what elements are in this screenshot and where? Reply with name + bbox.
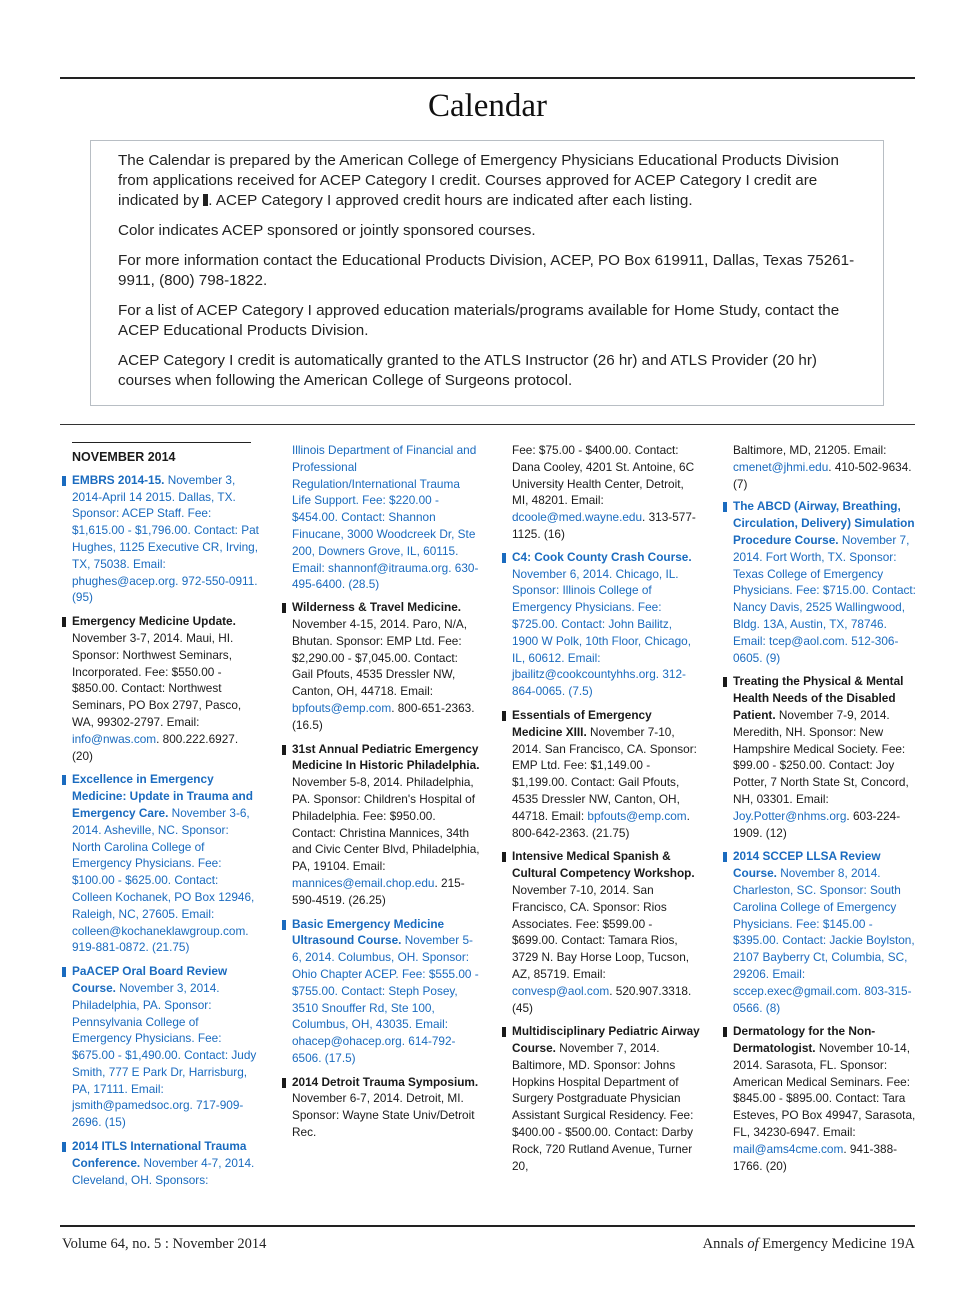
calendar-entry: Essentials of Emergency Medicine XIII. November 7-10, 2014. San Francisco, CA. Sponsor: EMP Ltd. Fee: $1,149.00 - $1,199.00. Contact: Gail Pfouts, 4535 Dressler NW, Canton, OH, 44718. Email: bpfouts@emp.com. 800-642-2363. (21.75) bbox=[500, 707, 700, 841]
calendar-entry: Basic Emergency Medicine Ultrasound Course. November 5-6, 2014. Columbus, OH. Sponsor: Ohio Chapter ACEP. Fee: $555.00 - $755.00. Contact: Steph Posey, 3510 Snouffer Rd, Ste 100, Columbus, OH, 43035. Email: ohacep@ohacep.org. 614-792-6506. (17.5) bbox=[280, 916, 480, 1067]
calendar-column-1 bbox=[60, 442, 260, 1195]
email-link[interactable]: bpfouts@emp.com bbox=[292, 700, 392, 715]
intro-paragraph-1: The Calendar is prepared by the American College of Emergency Physicians Educational Products Division from applications received for ACEP Category I credit. Courses approved for ACEP Category I credit are indicated by . ACEP Category I approved credit hours are indicated after each listing. bbox=[118, 152, 839, 209]
email-link[interactable]: info@nwas.com bbox=[72, 731, 157, 746]
calendar-entry-continued: Illinois Department of Financial and Professional Regulation/International Trauma Life Support. Fee: $220.00 - $454.00. Contact: Shannon Finucane, 3000 Woodcreek Dr, Ste 200, Downers Grove, IL, 60115. Email: shannonf@itrauma.org. 630-495-6400. (28.5) bbox=[292, 443, 479, 592]
intro-paragraph-3: For more information contact the Educational Products Division, ACEP, PO Box 619911, Dallas, Texas 75261-9911, (800) 798-1822. bbox=[118, 252, 855, 289]
calendar-entry: Excellence in Emergency Medicine: Update in Trauma and Emergency Care. November 3-6, 2014. Asheville, NC. Sponsor: North Carolina College of Emergency Physicians. Fee: $100.00 - $625.00. Contact: Colleen Kochanek, PO Box 12946, Raleigh, NC, 27605. Email: colleen@kochaneklawgroup.com. 919-881-0872. (21.75) bbox=[60, 771, 260, 956]
category-marker-icon bbox=[62, 476, 66, 486]
category-marker-icon bbox=[502, 1027, 506, 1037]
calendar-entry: Dermatology for the Non-Dermatologist. November 10-14, 2014. Sarasota, FL. Sponsor: American Medical Seminars. Fee: $845.00 - $895.00. Contact: Tara Esteves, PO Box 49947, Sarasota, FL, 34230-6947. Email: mail@ams4cme.com. 941-388-1766. (20) bbox=[721, 1023, 921, 1174]
footer-rule bbox=[60, 1225, 915, 1227]
email-link[interactable]: cmenet@jhmi.edu bbox=[733, 459, 829, 474]
category-marker-icon bbox=[62, 1142, 66, 1152]
category-marker-icon bbox=[62, 775, 66, 785]
email-link[interactable]: mail@ams4cme.com bbox=[733, 1141, 844, 1156]
category-marker-icon bbox=[723, 677, 727, 687]
category-marker-icon bbox=[62, 967, 66, 977]
section-rule bbox=[60, 424, 915, 425]
category-marker-icon bbox=[282, 603, 286, 613]
page-title: Calendar bbox=[427, 88, 548, 124]
calendar-entry: C4: Cook County Crash Course. November 6, 2014. Chicago, IL. Sponsor: Illinois College of Emergency Physicians. Fee: $725.00. Contact: John Bailitz, 1900 W Polk, 10th Floor, Chicago, IL, 60612. Email: jbailitz@cookcountyhhs.org. 312-864-0065. (7.5) bbox=[500, 549, 700, 700]
section-heading: NOVEMBER 2014 bbox=[72, 442, 251, 466]
category-marker-icon bbox=[282, 920, 286, 930]
category-marker-icon bbox=[502, 852, 506, 862]
calendar-column-2 bbox=[280, 442, 480, 1148]
calendar-entry: EMBRS 2014-15. November 3, 2014-April 14 2015. Dallas, TX. Sponsor: ACEP Staff. Fee: $1,615.00 - $1,796.00. Contact: Pat Hughes, 1125 Executive CR, Irving, TX, 75038. Email: phughes@acep.org. 972-550-0911. (95) bbox=[60, 472, 260, 606]
calendar-entry: PaACEP Oral Board Review Course. November 3, 2014. Philadelphia, PA. Sponsor: Pennsylvania College of Emergency Physicians. Fee: $675.00 - $1,490.00. Contact: Judy Smith, 777 E Park Dr, Harrisburg, PA, 17111. Email: jsmith@pamedsoc.org. 717-909-2696. (15) bbox=[60, 963, 260, 1131]
category-marker-icon bbox=[62, 617, 66, 627]
calendar-entry: Multidisciplinary Pediatric Airway Course. November 7, 2014. Baltimore, MD. Sponsor: Johns Hopkins Hospital Department of Surgery Postgraduate Physician Assistant Surgical Residency. Fee: $400.00 - $500.00. Contact: Darby Rock, 720 Rutland Avenue, Turner 20, bbox=[500, 1023, 700, 1174]
calendar-entry-continued: Baltimore, MD, 21205. Email: cmenet@jhmi.edu. 410-502-9634. (7) bbox=[733, 443, 912, 491]
email-link[interactable]: convesp@aol.com bbox=[512, 983, 610, 998]
calendar-entry: Intensive Medical Spanish & Cultural Competency Workshop. November 7-10, 2014. San Francisco, CA. Sponsor: Rios Associates. Fee: $599.00 - $699.00. Contact: Tamara Rios, 3729 N. Bay Horse Loop, Tucson, AZ, 85719. Email: convesp@aol.com. 520.907.3318. (45) bbox=[500, 848, 700, 1016]
email-link[interactable]: bpfouts@emp.com bbox=[587, 808, 687, 823]
category-marker-icon bbox=[282, 1078, 286, 1088]
calendar-entry-continued: Fee: $75.00 - $400.00. Contact: Dana Cooley, 4201 St. Antoine, 6C University Health Center, Detroit, MI, 48201. Email: dcoole@med.wayne.edu. 313-577-1125. (16) bbox=[512, 443, 696, 541]
intro-paragraph-4: For a list of ACEP Category I approved education materials/programs available for Home Study, contact the ACEP Educational Products Division. bbox=[118, 302, 840, 339]
calendar-entry: 2014 Detroit Trauma Symposium. November 6-7, 2014. Detroit, MI. Sponsor: Wayne State Univ/Detroit Rec. bbox=[280, 1074, 480, 1141]
footer-volume: Volume 64, no. 5 : November 2014 bbox=[62, 1236, 267, 1252]
calendar-entry: 31st Annual Pediatric Emergency Medicine In Historic Philadelphia. November 5-8, 2014. Philadelphia, PA. Sponsor: Children's Hospital of Philadelphia. Fee: $950.00. Contact: Christina Mannices, 34th and Civic Center Blvd, Philadelphia, PA, 19104. Email: mannices@email.chop.edu. 215-590-4519. (26.25) bbox=[280, 741, 480, 909]
calendar-entry: Wilderness & Travel Medicine. November 4-15, 2014. Paro, N/A, Bhutan. Sponsor: EMP Ltd. Fee: $2,290.00 - $7,045.00. Contact: Gail Pfouts, 4535 Dressler NW, Canton, OH, 44718. Email: bpfouts@emp.com. 800-651-2363. (16.5) bbox=[280, 599, 480, 733]
top-rule bbox=[60, 77, 915, 79]
email-link[interactable]: Joy.Potter@nhms.org bbox=[733, 808, 847, 823]
calendar-entry: Treating the Physical & Mental Health Needs of the Disabled Patient. November 7-9, 2014. Meredith, NH. Sponsor: New Hampshire Medical Society. Fee: $99.00 - $250.00. Contact: Joy Potter, 7 North State St, Concord, NH, 03301. Email: Joy.Potter@nhms.org. 603-224-1909. (12) bbox=[721, 673, 921, 841]
calendar-entry: Emergency Medicine Update. November 3-7, 2014. Maui, HI. Sponsor: Northwest Seminars, Incorporated. Fee: $550.00 - $850.00. Contact: Northwest Seminars, PO Box 2797, Pasco, WA, 99302-2797. Email: info@nwas.com. 800.222.6927. (20) bbox=[60, 613, 260, 764]
email-link[interactable]: dcoole@med.wayne.edu bbox=[512, 510, 643, 525]
intro-paragraph-5: ACEP Category I credit is automatically granted to the ATLS Instructor (26 hr) and ATLS Provider (20 hr) courses when following the American College of Surgeons protocol. bbox=[118, 352, 817, 389]
intro-box bbox=[90, 140, 884, 406]
calendar-column-3 bbox=[500, 442, 700, 1181]
category-marker-icon bbox=[723, 502, 727, 512]
calendar-column-4 bbox=[721, 442, 921, 1181]
category-marker-icon bbox=[502, 711, 506, 721]
footer-journal: Annals of Emergency Medicine 19A bbox=[702, 1236, 915, 1252]
calendar-entry: The ABCD (Airway, Breathing, Circulation, Delivery) Simulation Procedure Course. November 7, 2014. Fort Worth, TX. Sponsor: Texas College of Emergency Physicians. Fee: $715.00. Contact: Nancy Davis, 2525 Wallingwood, Bldg. 13A, Austin, TX, 78746. Email: tcep@aol.com. 512-306-0605. (9) bbox=[721, 498, 921, 666]
category-marker-icon bbox=[282, 745, 286, 755]
calendar-entry: 2014 SCCEP LLSA Review Course. November 8, 2014. Charleston, SC. Sponsor: South Carolina College of Emergency Physicians. Fee: $145.00 - $395.00. Contact: Jackie Boylston, 2107 Bayberry Ct, Columbia, SC, 29206. Email: sccep.exec@gmail.com. 803-315-0566. (8) bbox=[721, 848, 921, 1016]
category-marker-icon bbox=[502, 553, 506, 563]
email-link[interactable]: mannices@email.chop.edu bbox=[292, 875, 435, 890]
calendar-entry: 2014 ITLS International Trauma Conference. November 4-7, 2014. Cleveland, OH. Sponsors: bbox=[60, 1138, 260, 1188]
category-marker-icon bbox=[723, 1027, 727, 1037]
category-marker-icon bbox=[723, 852, 727, 862]
intro-paragraph-2: Color indicates ACEP sponsored or jointly sponsored courses. bbox=[118, 222, 536, 239]
